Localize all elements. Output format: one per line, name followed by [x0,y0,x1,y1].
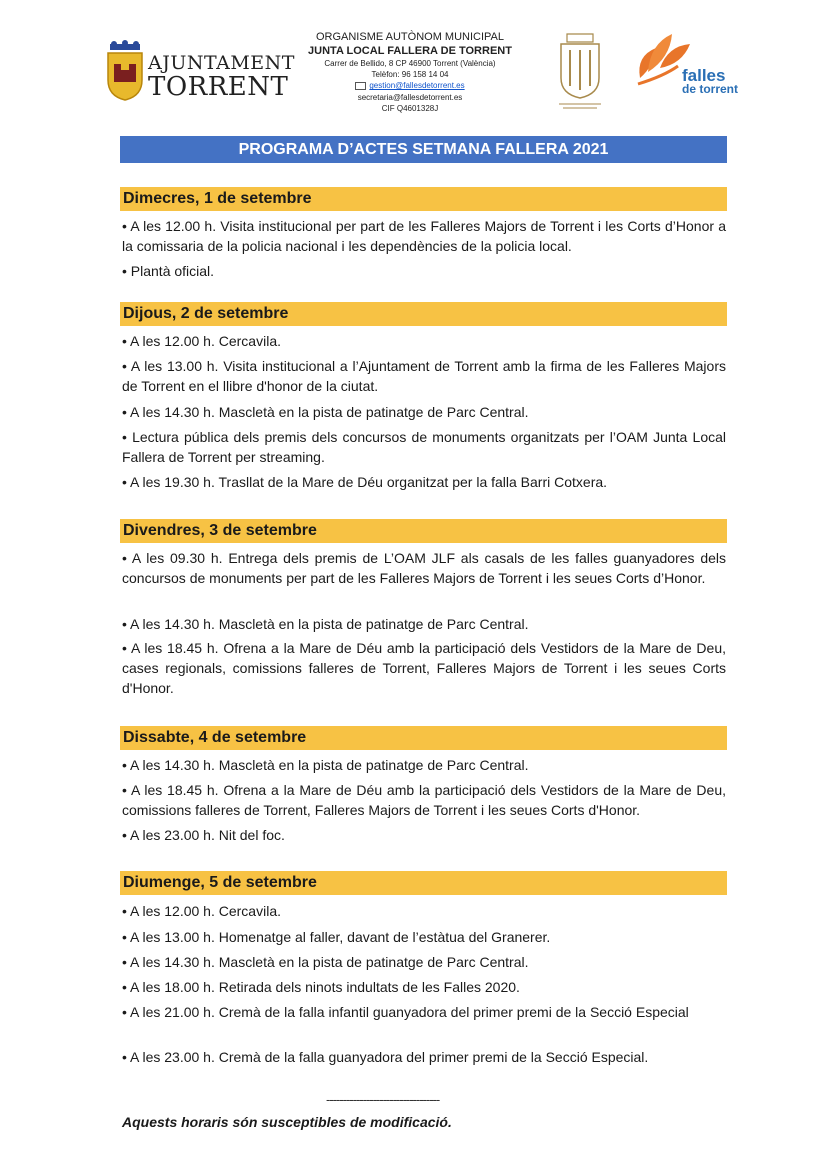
organisation-info [285,30,535,114]
day-header-dimecres: Dimecres, 1 de setembre [120,187,727,211]
list-item: • A les 18.00 h. Retirada dels ninots indultats de les Falles 2020. [122,979,520,995]
list-item: • A les 23.00 h. Cremà de la falla guanyadora del primer premi de la Secció Especial. [122,1049,649,1065]
list-item: • A les 18.45 h. Ofrena a la Mare de Déu amb la participació dels Vestidors de la Mare de Deu, comissions falleres de Torrent, Falleres Majors de Torrent i les seues Corts d'Honor. [122,782,726,818]
letterhead [0,0,828,130]
day-header-dissabte: Dissabte, 4 de setembre [120,726,727,750]
list-item: • A les 14.30 h. Mascletà en la pista de patinatge de Parc Central. [122,404,529,420]
mail-icon [355,82,366,90]
day-header-diumenge: Diumenge, 5 de setembre [120,871,727,895]
day-header-divendres: Divendres, 3 de setembre [120,519,727,543]
page-title: PROGRAMA D’ACTES SETMANA FALLERA 2021 [120,136,727,163]
list-item: • A les 14.30 h. Mascletà en la pista de patinatge de Parc Central. [122,757,529,773]
list-item: • A les 19.30 h. Trasllat de la Mare de Déu organitzat per la falla Barri Cotxera. [122,474,608,490]
org-address: Carrer de Bellido, 8 CP 46900 Torrent (València) [324,59,496,68]
crest-icon [104,40,146,102]
list-item: • A les 14.30 h. Mascletà en la pista de patinatge de Parc Central. [122,616,529,632]
list-item: • A les 12.00 h. Visita institucional per part de les Falleres Majors de Torrent i les Corts d’Honor a la comissaria de la policia nacional i les dependències de la policia local. [122,218,726,254]
falles-logo-subtext: de torrent [682,82,739,96]
seal-icon [553,28,607,112]
list-item: • A les 09.30 h. Entrega dels premis de L’OAM JLF als casals de les falles guanyadores dels concursos de monuments per part de les Falleres Majors de Torrent i les seues Corts d’Honor. [122,550,726,586]
day-header-dijous: Dijous, 2 de setembre [120,302,727,326]
falles-logo [634,26,738,122]
email-link-gestion[interactable]: gestion@fallesdetorrent.es [369,81,465,91]
list-item: • A les 12.00 h. Cercavila. [122,903,281,919]
list-item: • A les 14.30 h. Mascletà en la pista de patinatge de Parc Central. [122,954,529,970]
list-item: • A les 13.00 h. Visita institucional a l’Ajuntament de Torrent amb la firma de les Falleres Majors de Torrent en el llibre d'honor de la ciutat. [122,358,726,394]
org-cif: CIF Q4601328J [381,103,439,113]
list-item: • A les 21.00 h. Cremà de la falla infantil guanyadora del primer premi de la Secció Especial [122,1004,689,1020]
divider: ---------------------------------- [326,1092,440,1107]
org-name: ORGANISME AUTÒNOM MUNICIPAL [315,31,505,43]
footer-note: Aquests horaris són susceptibles de modificació. [122,1114,452,1130]
list-item: • A les 18.45 h. Ofrena a la Mare de Déu amb la participació dels Vestidors de la Mare de Deu, cases regionals, comissions falleres de Torrent, Falleres Majors de Torrent i les seues Corts d'Honor. [122,640,726,696]
list-item: • A les 12.00 h. Cercavila. [122,333,281,349]
list-item: • Plantà oficial. [122,263,215,279]
ajuntament-logo [104,40,295,102]
org-email-row [285,80,535,91]
list-item: • A les 23.00 h. Nit del foc. [122,827,285,843]
logo-text-torrent: TORRENT [148,72,289,102]
falles-logo-text: falles [682,66,726,85]
logo-text-ajuntament: AJUNTAMENT [148,52,295,74]
org-subname: JUNTA LOCAL FALLERA DE TORRENT [308,45,512,57]
list-item: • Lectura pública dels premis dels concursos de monuments organitzats per l’OAM Junta Local Fallera de Torrent per streaming. [122,429,726,465]
list-item: • A les 13.00 h. Homenatge al faller, davant de l’estàtua del Granerer. [122,929,551,945]
org-phone: Telèfon: 96 158 14 04 [371,70,449,80]
org-email-secretaria: secretaria@fallesdetorrent.es [357,92,463,102]
